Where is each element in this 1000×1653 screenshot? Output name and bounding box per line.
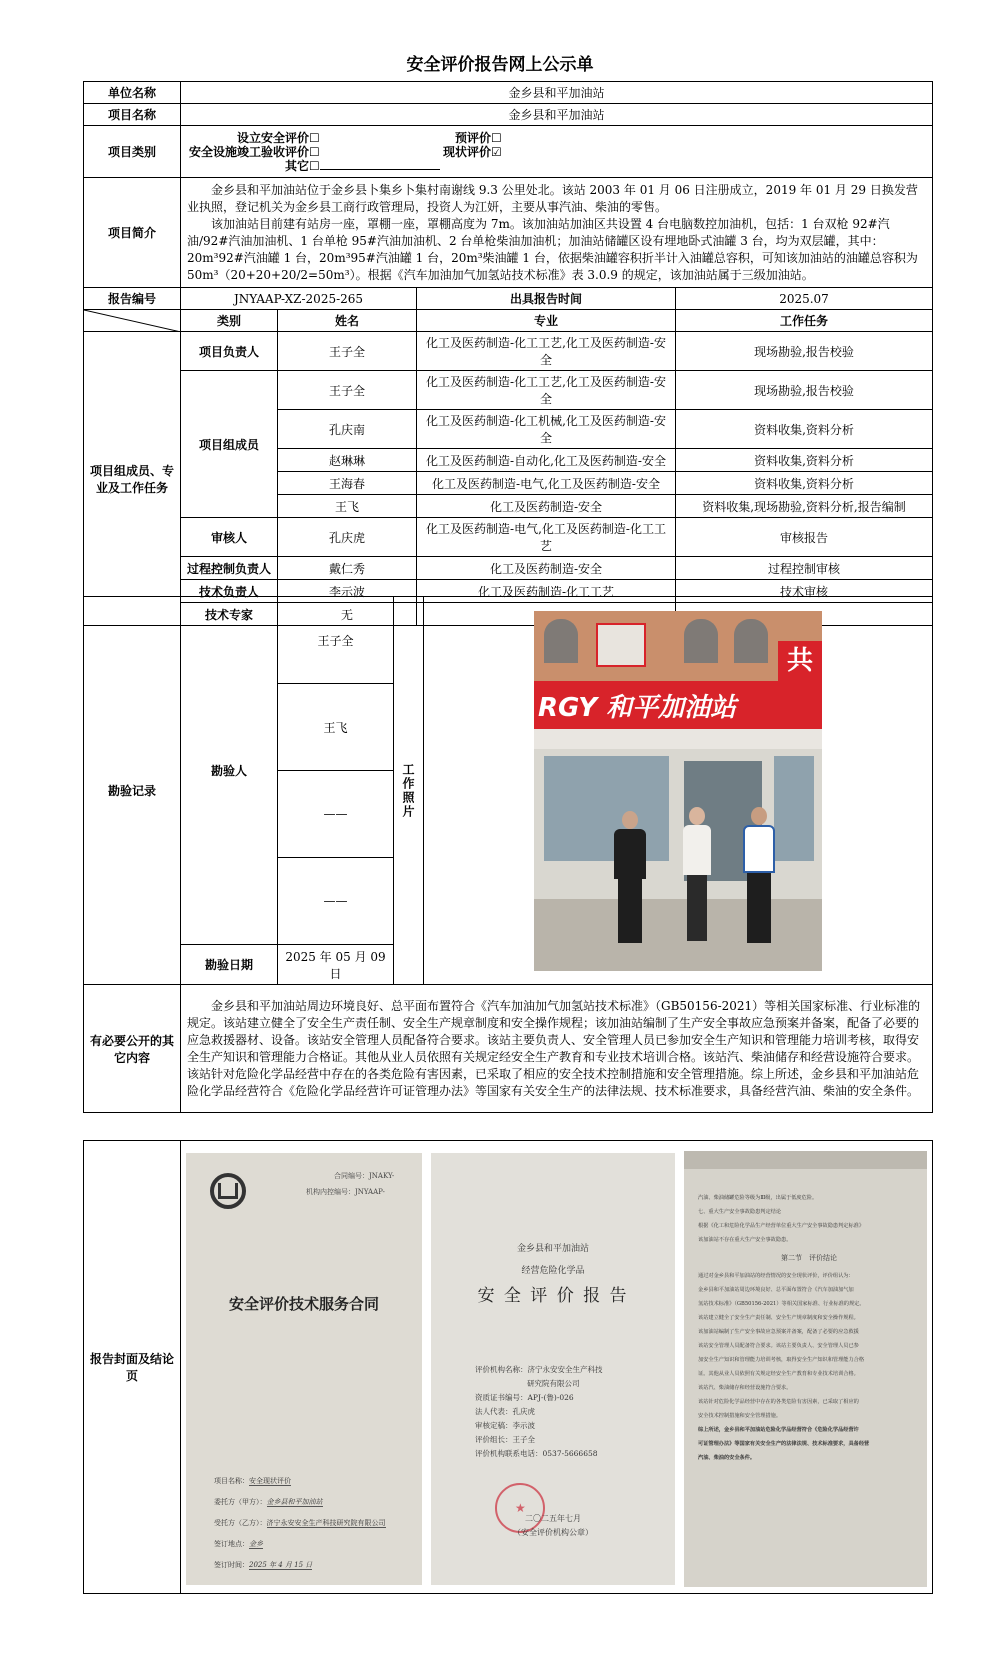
work-photo	[534, 611, 822, 971]
station-sign	[534, 681, 822, 729]
member-task: 资料收集,资料分析	[676, 472, 933, 495]
covers-label: 报告封面及结论页	[84, 1141, 181, 1594]
project-label: 项目名称	[84, 104, 181, 126]
team-label: 项目组成员、专业及工作任务	[84, 332, 181, 626]
inspector-4: ——	[278, 858, 394, 945]
category-option-other: 其它☐	[285, 159, 440, 173]
category-option-status: 现状评价☑	[443, 144, 502, 159]
category-label: 项目类别	[84, 126, 181, 178]
member-name: 王海春	[278, 472, 417, 495]
member-major: 化工及医药制造-安全	[417, 495, 676, 518]
project-value: 金乡县和平加油站	[181, 104, 933, 126]
process-task: 过程控制审核	[676, 557, 933, 580]
photo-label: 工作照片	[401, 762, 415, 819]
reviewer-major: 化工及医药制造-电气,化工及医药制造-化工工艺	[417, 518, 676, 557]
report-cover-fields: 评价机构名称：济宁永安安全生产科技 研究院有限公司 资质证书编号：APJ-(鲁)-026 法人代表：孔庆虎 审核定稿：李示波 评价组长：王子全 评价机构联系电话：0537-5666658	[475, 1365, 603, 1458]
process-major: 化工及医药制造-安全	[417, 557, 676, 580]
diagonal-line	[84, 310, 181, 332]
member-name: 孔庆南	[278, 410, 417, 449]
inspector-1: 王子全	[278, 597, 394, 684]
conclusion-heading: 第二节 评价结论	[781, 1254, 837, 1262]
member-name: 王子全	[278, 371, 417, 410]
covers-table	[83, 1140, 933, 1594]
role-process: 过程控制负责人	[181, 557, 278, 580]
report-time-label: 出具报告时间	[417, 288, 676, 310]
report-cover-page	[431, 1153, 675, 1585]
conclusion-page	[684, 1151, 927, 1587]
expert-name: 无	[278, 603, 417, 626]
role-expert: 技术专家	[181, 603, 278, 626]
header-major: 专业	[417, 310, 676, 332]
contract-title: 安全评价技术服务合同	[228, 1295, 379, 1313]
other-blank-line	[320, 159, 440, 170]
role-tech: 技术负责人	[181, 580, 278, 603]
checkbox-icon: ☐	[309, 158, 320, 173]
member-major: 化工及医药制造-自动化,化工及医药制造-安全	[417, 449, 676, 472]
report-no-label: 报告编号	[84, 288, 181, 310]
header-task: 工作任务	[676, 310, 933, 332]
leader-major: 化工及医药制造-化工工艺,化工及医药制造-安全	[417, 332, 676, 371]
leader-task: 现场勘验,报告校验	[676, 332, 933, 371]
station-sign-text: RGY 和平加油站	[538, 692, 737, 723]
diagonal-cell	[84, 310, 181, 332]
unit-label: 单位名称	[84, 82, 181, 104]
member-major: 化工及医药制造-电气,化工及医药制造-安全	[417, 472, 676, 495]
header-category: 类别	[181, 310, 278, 332]
member-major: 化工及医药制造-化工工艺,化工及医药制造-安全	[417, 371, 676, 410]
intro-label: 项目简介	[84, 178, 181, 288]
tech-name: 李示波	[278, 580, 417, 603]
category-option-acceptance: 安全设施竣工验收评价☐	[189, 144, 320, 159]
report-cover-line2: 经营危险化学品	[521, 1266, 585, 1276]
report-cover-title: 安 全 评 价 报 告	[477, 1286, 629, 1306]
category-option-pre: 预评价☐	[455, 130, 502, 145]
member-task: 现场勘验,报告校验	[676, 371, 933, 410]
page-title: 安全评价报告网上公示单	[406, 55, 594, 75]
report-cover-seal-note: （安全评价机构公章）	[513, 1528, 593, 1537]
inspector-2: 王飞	[278, 684, 394, 771]
member-major: 化工及医药制造-化工机械,化工及医药制造-安全	[417, 410, 676, 449]
sign-side: 共	[778, 641, 822, 681]
info-table	[83, 81, 933, 626]
intro-para-1: 金乡县和平加油站位于金乡县卜集乡卜集村南谢线 9.3 公里处北。该站 2003 年 01 月 06 日注册成立，2019 年 01 月 29 日换发营业执照，登记机关为金乡县工商行政管理局，投资人为江妍，主要从事汽油、柴油的零售。	[187, 182, 918, 214]
checkbox-icon: ☐	[309, 130, 320, 145]
reviewer-name: 孔庆虎	[278, 518, 417, 557]
disclosure-text	[181, 985, 933, 1113]
role-members: 项目组成员	[181, 371, 278, 518]
report-no-value: JNYAAP-XZ-2025-265	[181, 288, 417, 310]
survey-label: 勘验记录	[84, 597, 181, 985]
member-task: 资料收集,现场勘验,资料分析,报告编制	[676, 495, 933, 518]
checkbox-icon: ☐	[491, 130, 502, 145]
report-time-value: 2025.07	[676, 288, 933, 310]
member-task: 资料收集,资料分析	[676, 410, 933, 449]
member-task: 资料收集,资料分析	[676, 449, 933, 472]
inspector-label: 勘验人	[181, 597, 278, 945]
report-cover-date: 二〇二五年七月	[525, 1514, 581, 1523]
survey-table	[83, 596, 933, 1113]
checkbox-checked-icon: ☑	[491, 144, 502, 159]
contract-internal-no: 机构内控编号：JNYAAP-	[306, 1188, 385, 1196]
person-1	[610, 811, 650, 943]
category-option-setup: 设立安全评价☐	[237, 130, 320, 145]
role-leader: 项目负责人	[181, 332, 278, 371]
checkbox-icon: ☐	[309, 144, 320, 159]
disclosure-label: 有必要公开的其它内容	[84, 985, 181, 1113]
report-cover-line1: 金乡县和平加油站	[516, 1244, 589, 1254]
leader-name: 王子全	[278, 332, 417, 371]
reviewer-task: 审核报告	[676, 518, 933, 557]
tech-task: 技术审核	[676, 580, 933, 603]
photo-cell	[424, 597, 933, 985]
member-name: 王飞	[278, 495, 417, 518]
member-name: 赵琳琳	[278, 449, 417, 472]
disclosure-para: 金乡县和平加油站周边环境良好、总平面布置符合《汽车加油加气加氢站技术标准》（GB50156-2021）等相关国家标准、行业标准的规定。该站建立健全了安全生产责任制、安全生产规章制度和安全操作规程；该加油站编制了生产安全事故应急预案并备案，配备了必要的应急救援器材、设备。该站安全管理人员配备符合要求。该站主要负责人、安全管理人员已参加安全生产知识和管理能力培训考核，取得安全生产知识和管理能力合格证。其他从业人员依照有关规定经安全生产教育和专业技术培训合格。该站汽、柴油储存和经营设施符合要求。该站针对危险化学品经营中存在的各类危险有害因素，已采取了相应的安全技术控制措施和安全管理措施。综上所述，金乡县和平加油站危险化学品经营符合《危险化学品经营许可证管理办法》等国家有关安全生产的法律法规、技术标准要求，具备经营汽油、柴油的安全条件。	[187, 998, 921, 1098]
person-3	[740, 807, 778, 943]
intro-text	[181, 178, 933, 288]
contract-page	[186, 1153, 422, 1585]
date-label: 勘验日期	[181, 945, 278, 985]
tech-major: 化工及医药制造-化工工艺	[417, 580, 676, 603]
official-seal-icon: ★	[495, 1483, 545, 1533]
inspector-3: ——	[278, 771, 394, 858]
contract-fields: 项目名称：安全现状评价 委托方（甲方）：金乡县和平加油站 受托方（乙方）：济宁永安安全生产科技研究院有限公司 签订地点：金乡 签订时间：2025 年 4 月 15 日	[214, 1477, 386, 1569]
covers-cell	[181, 1141, 933, 1594]
handshake-icon	[596, 623, 646, 667]
conclusion-text: 汽油、柴油储罐危险等级为Ⅲ级，出属于低度危险。 七、重大生产安全事故隐患判定结论 根据《化工和危险化学品生产经营单位重大生产安全事故隐患判定标准》 该加油站不存在重大生产安全事故隐患。 第二节 评价结论 通过对金乡县和平加油站的经营情况的安全现状评价，评价组认为： 金乡县和平加油站周边环境良好、总平面布置符合《汽车加油加气加 氢站技术标准》（GB50156-2021）等相关国家标准、行业标准的规定。 该站建立健全了安全生产责任制、安全生产规章制度和安全操作规程。 该加油站编制了生产安全事故应急预案并备案，配备了必要的应急救援 该站安全管理人员配备符合要求。该站主要负责人、安全管理人员已参 加安全生产知识和管理能力培训考核，取得安全生产知识和管理能力合格 证。其他从业人员依照有关规定经安全生产教育和专业技术培训合格。 该站汽、柴油储存和经营设施符合要求。 该站针对危险化学品经营中存在的各类危险有害因素，已采取了相应的 安全技术控制措施和安全管理措施。 综上所述，金乡县和平加油站危险化学品经营符合《危险化学品经营许 可证管理办法》等国家有关安全生产的法律法规、技术标准要求，具备经营 汽油、柴油的安全条件。	[698, 1191, 920, 1465]
contract-no: 合同编号：JNAKY-	[334, 1172, 395, 1180]
process-name: 戴仁秀	[278, 557, 417, 580]
unit-value: 金乡县和平加油站	[181, 82, 933, 104]
role-reviewer: 审核人	[181, 518, 278, 557]
header-name: 姓名	[278, 310, 417, 332]
date-value: 2025 年 05 月 09 日	[278, 945, 394, 985]
person-2	[680, 807, 714, 941]
intro-para-2: 该加油站目前建有站房一座，罩棚一座，罩棚高度为 7m。该加油站加油区共设置 4 台电脑数控加油机，包括：1 台双枪 92#汽油/92#汽油加油机、1 台单枪 95#汽油加油机、2 台单枪柴油加油机；加油站储罐区设有埋地卧式油罐 3 台，均为双层罐，其中：20m³92#汽油罐 1 台，20m³95#汽油罐 1 台，20m³柴油罐 1 台，依据柴油罐容积折半计入油罐总容积，可知该加油站的油罐总容积为 50m³（20+20+20/2=50m³）。根据《汽车加油加气加氢站技术标准》表 3.0.9 的规定，该加油站属于三级加油站。	[187, 216, 918, 282]
photo-label-cell	[394, 597, 424, 985]
